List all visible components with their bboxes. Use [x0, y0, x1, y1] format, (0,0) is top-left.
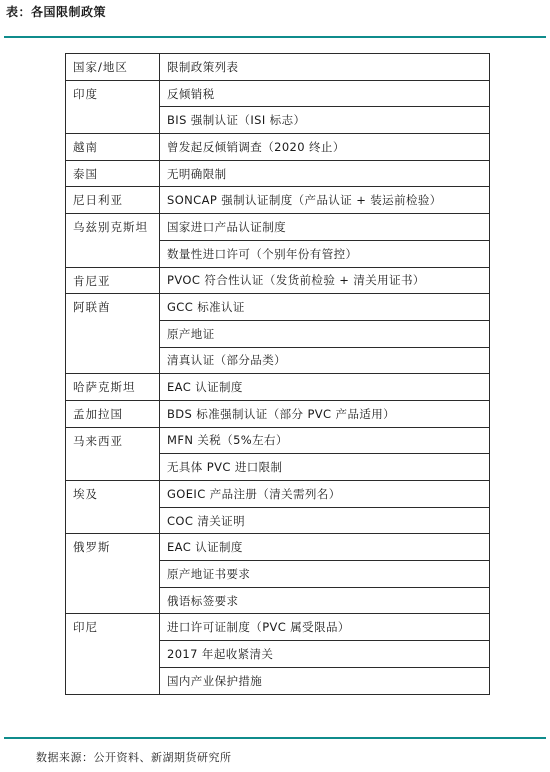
table-row [66, 481, 490, 508]
country-cell: 埃及 [66, 481, 160, 534]
country-cell: 泰国 [66, 160, 160, 187]
table-row [66, 400, 490, 427]
policy-cell: EAC 认证制度 [160, 374, 490, 401]
table-row [66, 267, 490, 294]
policy-cell: 俄语标签要求 [160, 587, 490, 614]
policy-cell: 进口许可证制度（PVC 属受限品） [160, 614, 490, 641]
country-cell: 哈萨克斯坦 [66, 374, 160, 401]
table-row [66, 427, 490, 454]
country-cell: 俄罗斯 [66, 534, 160, 614]
top-divider [4, 36, 546, 38]
policy-cell: 原产地证书要求 [160, 561, 490, 588]
policy-cell: 反倾销税 [160, 80, 490, 107]
table-row [66, 134, 490, 161]
table-row [66, 80, 490, 107]
country-cell: 印尼 [66, 614, 160, 694]
policy-cell: EAC 认证制度 [160, 534, 490, 561]
restriction-policy-table [65, 53, 490, 695]
policy-cell: GCC 标准认证 [160, 294, 490, 321]
policy-cell: 国家进口产品认证制度 [160, 214, 490, 241]
policy-cell: 清真认证（部分品类） [160, 347, 490, 374]
table-row [66, 214, 490, 241]
policy-cell: BDS 标准强制认证（部分 PVC 产品适用） [160, 400, 490, 427]
policy-cell: MFN 关税（5%左右） [160, 427, 490, 454]
table-row [66, 614, 490, 641]
country-cell: 马来西亚 [66, 427, 160, 480]
table-row [66, 534, 490, 561]
policy-cell: GOEIC 产品注册（清关需列名） [160, 481, 490, 508]
header-country: 国家/地区 [66, 54, 160, 81]
policy-cell: 无具体 PVC 进口限制 [160, 454, 490, 481]
policy-cell: 无明确限制 [160, 160, 490, 187]
table-row [66, 160, 490, 187]
country-cell: 乌兹别克斯坦 [66, 214, 160, 267]
policy-cell: COC 清关证明 [160, 507, 490, 534]
country-cell: 尼日利亚 [66, 187, 160, 214]
policy-cell: 曾发起反倾销调查（2020 终止） [160, 134, 490, 161]
country-cell: 越南 [66, 134, 160, 161]
figure-title: 表：各国限制政策 [6, 5, 107, 19]
source-note: 数据来源：公开资料、新湖期货研究所 [36, 751, 232, 764]
policy-cell: BIS 强制认证（ISI 标志） [160, 107, 490, 134]
policy-cell: SONCAP 强制认证制度（产品认证 + 装运前检验） [160, 187, 490, 214]
policy-cell: PVOC 符合性认证（发货前检验 + 清关用证书） [160, 267, 490, 294]
bottom-divider [4, 737, 546, 739]
table-header-row [66, 54, 490, 81]
table-row [66, 187, 490, 214]
country-cell: 孟加拉国 [66, 400, 160, 427]
policy-cell: 2017 年起收紧清关 [160, 641, 490, 668]
policy-cell: 原产地证 [160, 320, 490, 347]
table-row [66, 374, 490, 401]
table-row [66, 294, 490, 321]
header-policy: 限制政策列表 [160, 54, 490, 81]
country-cell: 印度 [66, 80, 160, 133]
policy-cell: 国内产业保护措施 [160, 667, 490, 694]
country-cell: 肯尼亚 [66, 267, 160, 294]
country-cell: 阿联酋 [66, 294, 160, 374]
policy-cell: 数量性进口许可（个别年份有管控） [160, 240, 490, 267]
